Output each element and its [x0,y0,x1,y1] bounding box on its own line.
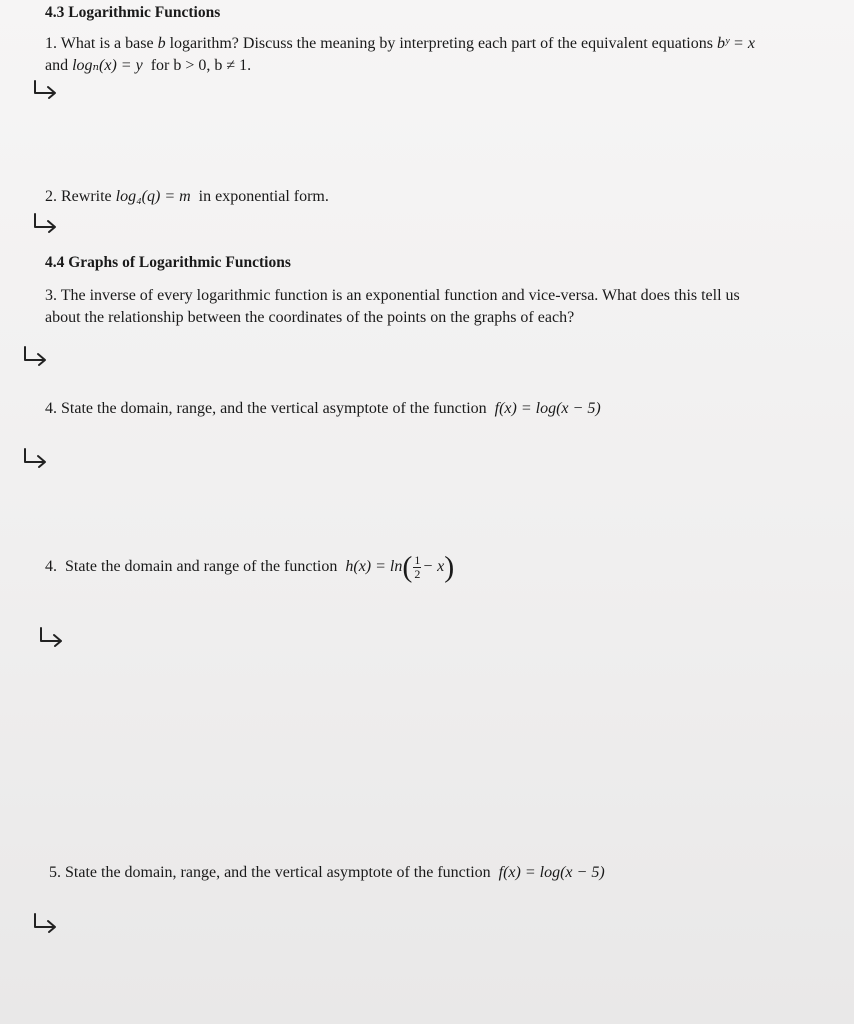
hand-drawn-answer-arrow-icon [32,912,62,934]
right-parenthesis: ) [444,550,455,584]
question-text: Rewrite [61,188,112,205]
question-5 [49,862,605,884]
fraction [413,554,421,581]
question-text: State the domain, range, and the vertical asymptote of the function [65,864,491,881]
function-tail: − x [422,558,445,575]
left-parenthesis: ( [402,550,413,584]
question-number: 4. [45,558,57,575]
hand-drawn-answer-arrow-icon [22,345,52,367]
fraction-denominator: 2 [414,566,421,581]
hand-drawn-answer-arrow-icon [38,626,68,648]
question-3-line-1 [45,285,740,307]
question-number: 2. [45,188,57,205]
fraction-numerator: 1 [414,552,421,567]
question-number: 5. [49,864,61,881]
question-text: logarithm? Discuss the meaning by interpreting each part of the equivalent equations [169,35,713,52]
question-text: and [45,57,69,74]
question-2 [45,186,329,208]
question-4-asymptote [45,398,601,420]
question-text: State the domain and range of the function [65,558,338,575]
question-text: State the domain, range, and the vertical asymptote of the function [61,400,487,417]
hand-drawn-answer-arrow-icon [32,212,62,234]
question-text: in exponential form. [198,188,329,205]
variable-b: b [157,35,166,52]
section-heading-4-4: 4.4 Graphs of Logarithmic Functions [45,254,291,271]
function-expression: f(x) = log(x − 5) [498,864,605,881]
function-lhs: h(x) = ln [345,558,403,575]
bleed-through-text [40,505,44,522]
question-1-line-1 [45,33,755,55]
question-3-line-2: about the relationship between the coordinates of the points on the graphs of each? [45,309,575,326]
question-number: 3. [45,287,57,304]
section-heading-4-3: 4.3 Logarithmic Functions [45,4,221,21]
question-1-line-2 [45,55,251,77]
condition-text: for b > 0, b ≠ 1. [150,57,252,74]
question-4-domain-range [45,552,454,582]
equation-exponential: bʸ = x [716,35,755,52]
hand-drawn-answer-arrow-icon [22,447,52,469]
question-number: 4. [45,400,57,417]
equation-logarithmic: logₙ(x) = y [72,57,143,74]
question-number: 1. [45,35,57,52]
question-text: What is a base [60,35,154,52]
log-expression: log₄(q) = m [115,188,191,205]
function-expression: f(x) = log(x − 5) [494,400,601,417]
hand-drawn-answer-arrow-icon [32,78,62,100]
question-text: The inverse of every logarithmic function is an exponential function and vice-versa. What does this tell us [60,287,740,304]
